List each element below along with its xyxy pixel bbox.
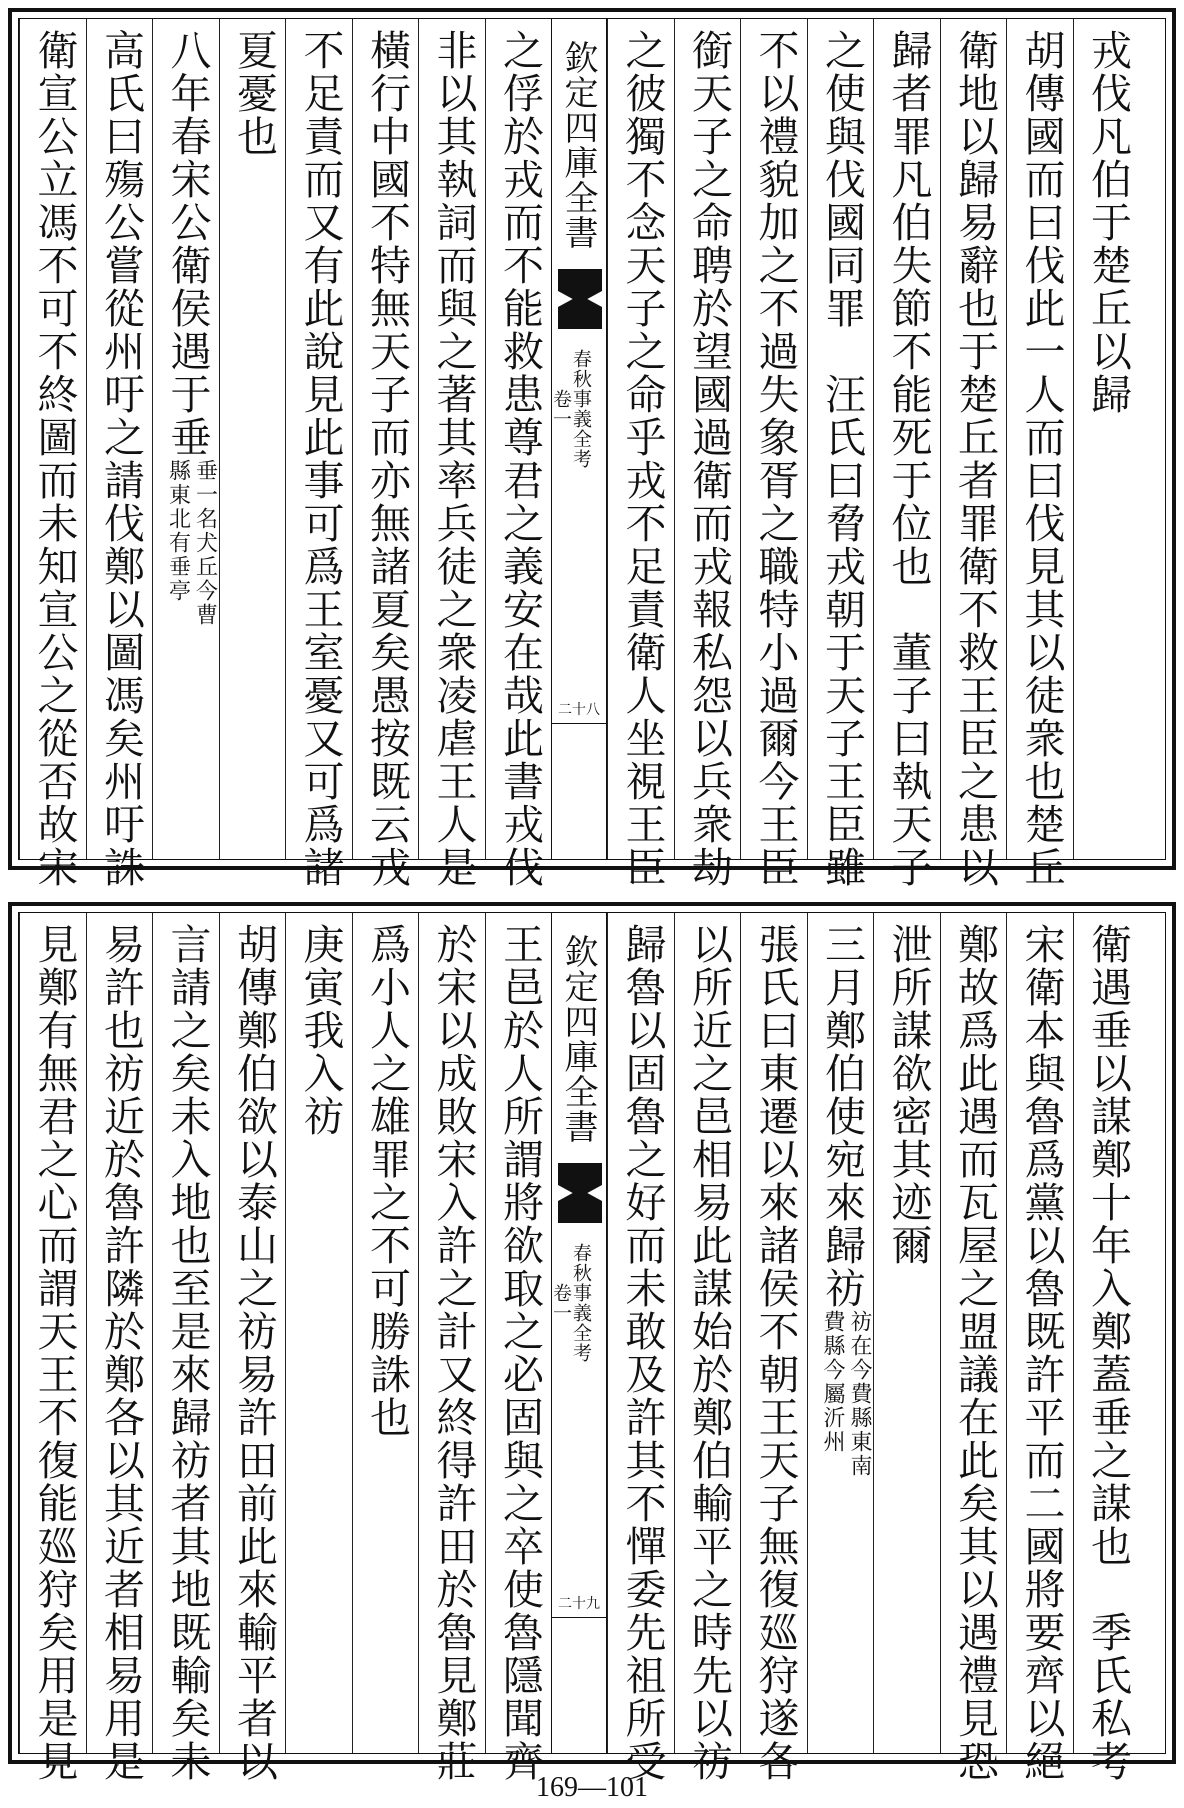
page-bottom xyxy=(8,902,1176,1783)
annotation xyxy=(165,459,219,627)
column-text xyxy=(220,29,286,158)
annotation-line-2: 縣東北有垂亭 xyxy=(165,459,191,603)
left-column-5 xyxy=(219,913,286,1783)
column-text xyxy=(153,29,219,627)
column-text xyxy=(1007,29,1073,889)
main-text: 見鄭有無君之心而謂天王不復能廵狩矣用是見 xyxy=(30,923,79,1783)
left-column-6 xyxy=(152,913,219,1783)
volume-label: 卷一 xyxy=(550,1283,572,1323)
book-info xyxy=(550,349,604,609)
main-text: 歸者罪凡伯失節不能死于位也 董子曰執天子 xyxy=(884,29,933,889)
annotation-line-1: 垂一名犬丘今曹 xyxy=(192,459,218,627)
column-text xyxy=(87,29,153,889)
column-text xyxy=(941,29,1007,889)
column-text xyxy=(608,29,674,889)
right-column-2 xyxy=(1006,913,1073,1783)
right-column-6 xyxy=(740,913,807,1783)
column-text xyxy=(153,923,219,1783)
main-text: 橫行中國不特無天子而亦無諸夏矣愚按既云戎 xyxy=(363,29,411,889)
page-bottom-columns xyxy=(19,913,1165,1783)
left-column-2 xyxy=(418,19,485,889)
column-text xyxy=(87,923,153,1783)
book-title: 春秋事義全考 xyxy=(570,349,592,469)
left-column-1 xyxy=(485,913,552,1783)
collection-title: 欽定四庫全書 xyxy=(558,39,598,250)
main-text: 衛地以歸易辭也于楚丘者罪衛不救王臣之患以 xyxy=(951,29,999,889)
right-column-7 xyxy=(674,19,741,889)
folio-number: 二十八 xyxy=(552,699,606,724)
volume-label: 卷一 xyxy=(550,389,572,429)
left-column-7 xyxy=(86,19,153,889)
main-text: 不以禮貌加之不過失象胥之職特小過爾今王臣 xyxy=(751,29,800,889)
fishtail-mark-icon xyxy=(558,1163,602,1223)
main-text: 衛宣公立馮不可不終圖而未知宣公之從否故宋 xyxy=(30,29,79,889)
right-column-2 xyxy=(1006,19,1073,889)
left-column-8 xyxy=(19,913,86,1783)
left-column-1 xyxy=(485,19,552,889)
left-column-5 xyxy=(219,19,286,859)
left-column-4 xyxy=(285,913,352,1753)
column-text xyxy=(874,29,940,889)
right-column-1 xyxy=(1073,19,1140,859)
main-text: 宋衛本與魯爲黨以魯既許平而二國將要齊以絕 xyxy=(1017,923,1066,1783)
right-column-7 xyxy=(674,913,741,1783)
column-text xyxy=(486,923,552,1783)
column-text xyxy=(286,923,352,1138)
page-top-frame xyxy=(18,18,1166,889)
main-text: 之彼獨不念天子之命乎戎不足責衛人坐視王臣 xyxy=(618,29,667,889)
left-column-4 xyxy=(285,19,352,889)
main-text: 王邑於人所謂將欲取之必固與之卒使魯隱聞齊 xyxy=(496,923,544,1783)
main-text: 八年春宋公衛侯遇于垂 xyxy=(163,29,212,459)
folio-number: 二十九 xyxy=(552,1593,606,1618)
column-text xyxy=(1007,923,1073,1783)
column-text xyxy=(486,29,552,889)
main-text: 戎伐凡伯于楚丘以歸 xyxy=(1084,29,1132,416)
annotation-line-1: 祊在今費縣東南 xyxy=(847,1310,872,1478)
left-column-3 xyxy=(352,19,419,889)
column-text xyxy=(419,29,485,889)
main-text: 胡傳鄭伯欲以泰山之祊易許田前此來輸平者以 xyxy=(230,923,278,1783)
column-text xyxy=(941,923,1007,1783)
column-text xyxy=(808,923,874,1478)
left-column-3 xyxy=(352,913,419,1753)
main-text: 之俘於戎而不能救患尊君之義安在哉此書戎伐 xyxy=(496,29,544,889)
column-text xyxy=(1074,923,1140,1783)
column-text xyxy=(220,923,286,1783)
center-margin xyxy=(551,913,607,1753)
main-text: 之使與伐國同罪 汪氏曰脅戎朝于天子王臣雖 xyxy=(818,29,866,889)
main-text: 泄所謀欲密其迹爾 xyxy=(884,923,933,1267)
fishtail-mark-icon xyxy=(558,269,602,329)
column-text xyxy=(353,29,419,889)
main-text: 銜天子之命聘於望國過衛而戎報私怨以兵衆劫 xyxy=(685,29,733,889)
book-info xyxy=(550,1243,604,1503)
right-column-8 xyxy=(607,19,674,889)
main-text: 高氏曰殤公嘗從州吁之請伐鄭以圖馮矣州吁誅 xyxy=(97,29,145,889)
column-text xyxy=(675,29,741,889)
column-text xyxy=(608,923,674,1783)
page-top xyxy=(8,8,1176,889)
main-text: 於宋以成敗宋入許之計又終得許田於魯見鄭莊 xyxy=(429,923,478,1783)
main-text: 不足責而又有此說見此事可爲王室憂又可爲諸 xyxy=(296,29,345,889)
annotation-line-2: 費縣今屬沂州 xyxy=(820,1310,845,1454)
column-text xyxy=(741,923,807,1783)
book-title: 春秋事義全考 xyxy=(570,1243,592,1363)
main-text: 張氏曰東遷以來諸侯不朝王天子無復廵狩遂各 xyxy=(751,923,800,1783)
column-text xyxy=(20,923,86,1783)
right-column-1 xyxy=(1073,913,1140,1783)
main-text: 夏憂也 xyxy=(230,29,278,158)
main-text: 以所近之邑相易此謀始於鄭伯輸平之時先以祊 xyxy=(685,923,733,1783)
main-text: 鄭故爲此遇而瓦屋之盟議在此矣其以遇禮見恐 xyxy=(951,923,999,1783)
column-text xyxy=(808,29,874,889)
column-text xyxy=(286,29,352,889)
right-column-3 xyxy=(940,913,1007,1783)
main-text: 三月鄭伯使宛來歸祊 xyxy=(818,923,866,1310)
column-text xyxy=(874,923,940,1267)
collection-title: 欽定四庫全書 xyxy=(558,933,598,1144)
main-text: 衛遇垂以謀鄭十年入鄭蓋垂之謀也 季氏私考 xyxy=(1084,923,1132,1783)
page-number: 169—101 xyxy=(536,1772,648,1803)
annotation xyxy=(819,1310,873,1478)
right-column-4 xyxy=(873,913,940,1753)
right-column-8 xyxy=(607,913,674,1783)
left-column-8 xyxy=(19,19,86,889)
main-text: 爲小人之雄罪之不可勝誅也 xyxy=(363,923,411,1439)
column-text xyxy=(353,923,419,1439)
right-column-5 xyxy=(807,913,874,1753)
left-column-6 xyxy=(152,19,219,859)
column-text xyxy=(675,923,741,1783)
main-text: 言請之矣未入地也至是來歸祊者其地既輸矣未 xyxy=(163,923,212,1783)
page-bottom-frame xyxy=(18,912,1166,1783)
main-text: 歸魯以固魯之好而未敢及許其不憚委先祖所受 xyxy=(618,923,667,1783)
right-column-5 xyxy=(807,19,874,889)
right-column-4 xyxy=(873,19,940,889)
column-text xyxy=(419,923,485,1783)
right-column-6 xyxy=(740,19,807,889)
main-text: 非以其執詞而與之著其率兵徒之衆凌虐王人是 xyxy=(429,29,478,889)
right-column-3 xyxy=(940,19,1007,889)
main-text: 胡傳國而曰伐此一人而曰伐見其以徒衆也楚丘 xyxy=(1017,29,1066,889)
page-top-columns xyxy=(19,19,1165,889)
main-text: 易許也祊近於魯許隣於鄭各以其近者相易用是 xyxy=(97,923,145,1783)
left-column-2 xyxy=(418,913,485,1783)
main-text: 庚寅我入祊 xyxy=(296,923,345,1138)
column-text xyxy=(741,29,807,889)
left-column-7 xyxy=(86,913,153,1783)
column-text xyxy=(20,29,86,889)
column-text xyxy=(1074,29,1140,416)
center-margin xyxy=(551,19,607,859)
